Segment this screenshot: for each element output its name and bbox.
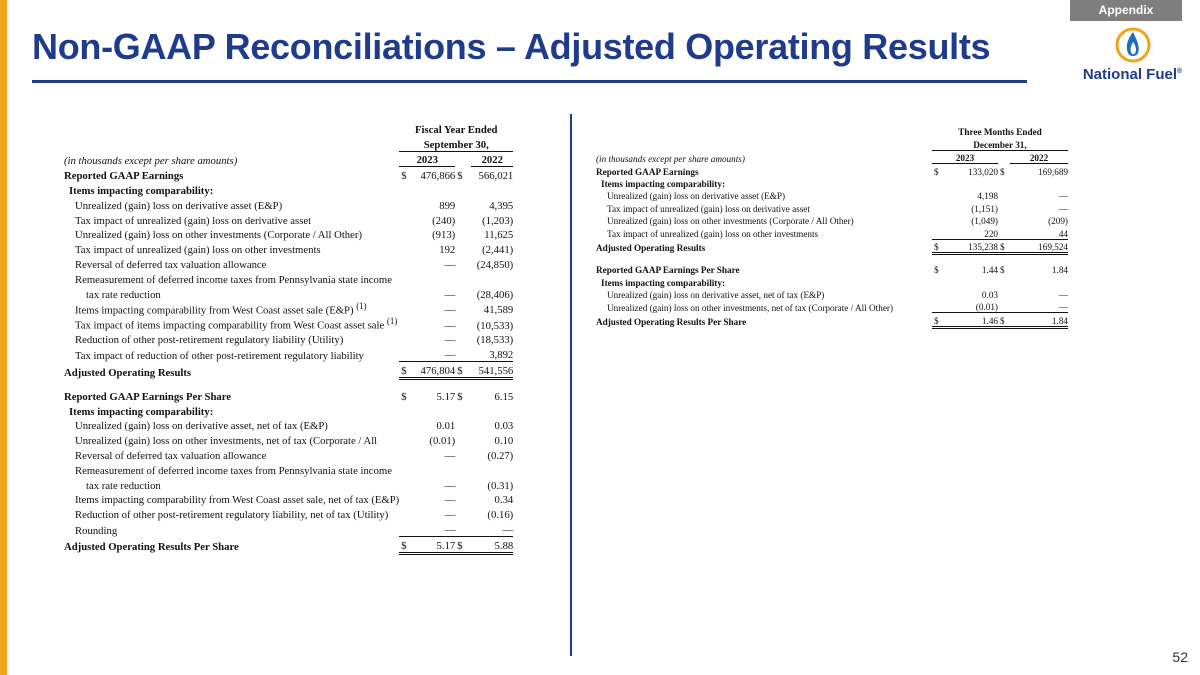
table-row: Reversal of deferred tax valuation allowance — (24,850)	[75, 258, 514, 271]
table-row: Remeasurement of deferred income taxes from Pennsylvania state income	[75, 464, 392, 477]
table-row: Rounding — —	[75, 524, 514, 537]
table-row: Tax impact of reduction of other post-retirement regulatory liability — 3,892	[75, 349, 514, 362]
col-header-2023: 2023	[399, 151, 455, 167]
fiscal-year-reconciliation-table	[64, 121, 513, 555]
table-row: Tax impact of unrealized (gain) loss on derivative asset (1,151) —	[607, 203, 1068, 214]
table-row: Reported GAAP Earnings Per Share $ 5.17 $ 6.15	[64, 390, 514, 403]
table-row: Unrealized (gain) loss on other investments, net of tax (Corporate / All (0.01) 0.10	[75, 435, 514, 448]
header-row	[64, 136, 513, 151]
table-row: Items impacting comparability:	[69, 184, 214, 197]
footnote-marker: (1)	[356, 300, 367, 311]
table-row: Reported GAAP Earnings $ 133,020 $ 169,689	[596, 166, 1068, 177]
table-row: Unrealized (gain) loss on derivative asset (E&P) 899 4,395	[75, 199, 514, 212]
header-date: September 30,	[399, 136, 513, 151]
table-row: Reported GAAP Earnings Per Share $ 1.44 $ 1.84	[596, 265, 1068, 276]
table-row: Unrealized (gain) loss on other investments (Corporate / All Other) (913) 11,625	[75, 229, 514, 242]
table-row: Items impacting comparability:	[601, 178, 726, 189]
col-header-2022: 2022	[471, 151, 513, 167]
quarterly-reconciliation-table	[596, 125, 1068, 329]
page-number: 52	[1172, 649, 1188, 665]
footnote-marker: (1)	[386, 316, 398, 327]
appendix-tag: Appendix	[1070, 0, 1182, 21]
units-note: (in thousands except per share amounts)	[596, 153, 745, 164]
table-row: Tax impact of unrealized (gain) loss on other investments 192 (2,441)	[75, 244, 514, 257]
col-header-2023: 2023	[932, 150, 998, 163]
header-row	[596, 150, 1068, 163]
header-row	[64, 121, 513, 136]
logo-wordmark: National Fuel®	[1082, 66, 1183, 83]
table-row: Unrealized (gain) loss on other investments, net of tax (Corporate / All Other) (0.01) —	[596, 300, 1068, 313]
page-title: Non-GAAP Reconciliations – Adjusted Operating Results	[32, 26, 991, 67]
table-row: Reversal of deferred tax valuation allowance — (0.27)	[75, 450, 514, 463]
header-date: December 31,	[932, 137, 1068, 150]
table-row: Unrealized (gain) loss on derivative asset, net of tax (E&P) 0.01 0.03	[75, 420, 514, 433]
table-row: Unrealized (gain) loss on other investments (Corporate / All Other) (1,049) (209)	[607, 216, 1068, 227]
table-row-total: Adjusted Operating Results $ 135,238 $ 169,524	[596, 239, 1068, 253]
table-row: Tax impact of unrealized (gain) loss on derivative asset (240) (1,203)	[75, 214, 514, 227]
table-row: Tax impact of items impacting comparability from West Coast asset sale $^{(1)}$ — (10,533)	[75, 316, 514, 332]
table-row: Tax impact of unrealized (gain) loss on other investments 220 44	[607, 228, 1068, 240]
table-row: Unrealized (gain) loss on derivative asset (E&P) 4,198 —	[607, 191, 1068, 202]
orange-accent-bar	[0, 0, 7, 675]
header-period: Fiscal Year Ended	[414, 123, 498, 136]
table-row: tax rate reduction — (0.31)	[86, 479, 514, 492]
col-header-2022: 2022	[1010, 150, 1068, 163]
column-divider	[570, 114, 572, 656]
table-row: Items impacting comparability:	[69, 405, 214, 418]
table-row-total: Adjusted Operating Results Per Share $ 5.17 $ 5.88	[64, 537, 513, 554]
header-period: Three Months Ended	[958, 127, 1042, 138]
header-row	[596, 137, 1068, 150]
company-logo	[1075, 26, 1190, 96]
table-row-total: Adjusted Operating Results $ 476,804 $ 541,556	[64, 362, 513, 379]
units-note: (in thousands except per share amounts)	[64, 154, 238, 167]
title-underline	[32, 80, 1027, 83]
table-row: Reduction of other post-retirement regulatory liability, net of tax (Utility) — (0.16)	[75, 509, 514, 522]
table-row: Unrealized (gain) loss on derivative asset, net of tax (E&P) 0.03 —	[607, 290, 1068, 301]
table-row: Reduction of other post-retirement regulatory liability (Utility) — (18,533)	[75, 334, 514, 347]
table-row: tax rate reduction — (28,406)	[86, 288, 514, 301]
table-row: Reported GAAP Earnings $ 476,866 $ 566,021	[64, 170, 514, 183]
table-row: Items impacting comparability from West Coast asset sale, net of tax (E&P) — 0.34	[75, 494, 514, 507]
header-row	[64, 151, 513, 167]
table-row: Items impacting comparability from West Coast asset sale (E&P) $^{(1)}$ — 41,589	[75, 300, 514, 317]
flame-icon	[1115, 26, 1151, 64]
header-row	[596, 125, 1068, 137]
table-row: Remeasurement of deferred income taxes from Pennsylvania state income	[75, 273, 392, 286]
table-row-total: Adjusted Operating Results Per Share $ 1.46 $ 1.84	[596, 313, 1068, 327]
table-row: Items impacting comparability:	[601, 277, 726, 288]
